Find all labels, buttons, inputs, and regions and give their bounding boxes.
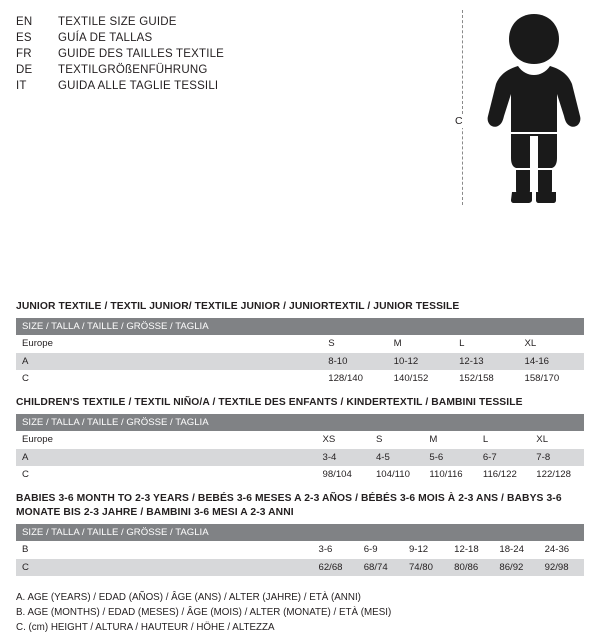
- section-junior: [16, 300, 584, 388]
- cell: 62/68: [313, 559, 358, 577]
- cell: 12-13: [453, 353, 518, 371]
- cell: 3-6: [313, 541, 358, 559]
- table-header-row: [16, 524, 584, 542]
- cell: S: [370, 431, 423, 449]
- cell: 86/92: [493, 559, 538, 577]
- cell: 68/74: [358, 559, 403, 577]
- size-table-junior: [16, 318, 584, 388]
- table-row: [16, 335, 584, 353]
- language-code: DE: [16, 64, 33, 76]
- table-header-label: SIZE / TALLA / TAILLE / GRÖSSE / TAGLIA: [16, 524, 584, 542]
- language-row: [16, 80, 224, 92]
- table-row: [16, 449, 584, 467]
- cell: 6-7: [477, 449, 530, 467]
- cell: 8-10: [322, 353, 387, 371]
- cell: M: [423, 431, 476, 449]
- section-title-children: CHILDREN'S TEXTILE / TEXTIL NIÑO/A / TEXTILE DES ENFANTS / KINDERTEXTIL / BAMBINI TESSILE: [16, 396, 523, 408]
- legend-line-b: B. AGE (MONTHS) / EDAD (MESES) / ÂGE (MOIS) / ALTER (MONATE) / ETÀ (MESI): [16, 607, 392, 619]
- legend-line-a: A. AGE (YEARS) / EDAD (AÑOS) / ÂGE (ANS) / ALTER (JAHRE) / ETÀ (ANNI): [16, 592, 361, 604]
- language-title: GUIDE DES TAILLES TEXTILE: [58, 48, 225, 60]
- table-row: [16, 466, 584, 484]
- language-row: [16, 64, 224, 76]
- language-code: ES: [16, 32, 32, 44]
- cell: 122/128: [530, 466, 584, 484]
- child-figure-diagram: [440, 10, 590, 205]
- cell: XS: [316, 431, 369, 449]
- language-row: [16, 32, 224, 44]
- table-header-label: SIZE / TALLA / TAILLE / GRÖSSE / TAGLIA: [16, 414, 584, 432]
- row-label: C: [16, 370, 322, 388]
- language-code: EN: [16, 16, 33, 28]
- cell: 18-24: [493, 541, 538, 559]
- cell: 80/86: [448, 559, 493, 577]
- cell: 14-16: [518, 353, 584, 371]
- language-row: [16, 16, 224, 28]
- table-header-label: SIZE / TALLA / TAILLE / GRÖSSE / TAGLIA: [16, 318, 584, 336]
- cell: 7-8: [530, 449, 584, 467]
- cell: M: [388, 335, 453, 353]
- size-table-babies: [16, 524, 584, 577]
- language-title: TEXTILGRÖßENFÜHRUNG: [58, 64, 208, 76]
- measurement-guide-line: [462, 10, 463, 205]
- language-title: GUIDA ALLE TAGLIE TESSILI: [58, 80, 219, 92]
- legend: [16, 590, 584, 636]
- cell: 9-12: [403, 541, 448, 559]
- cell: L: [453, 335, 518, 353]
- cell: 92/98: [539, 559, 584, 577]
- measurement-label-c: C: [455, 115, 463, 127]
- cell: XL: [530, 431, 584, 449]
- cell: 110/116: [423, 466, 476, 484]
- row-label: A: [16, 449, 316, 467]
- section-children: [16, 396, 584, 484]
- cell: 5-6: [423, 449, 476, 467]
- row-label: Europe: [16, 431, 316, 449]
- size-table-children: [16, 414, 584, 484]
- language-title-list: [16, 14, 224, 92]
- cell: 12-18: [448, 541, 493, 559]
- cell: 104/110: [370, 466, 423, 484]
- row-label: C: [16, 559, 313, 577]
- language-code: IT: [16, 80, 27, 92]
- language-title: GUÍA DE TALLAS: [58, 32, 153, 44]
- table-header-row: [16, 318, 584, 336]
- cell: 3-4: [316, 449, 369, 467]
- cell: 74/80: [403, 559, 448, 577]
- cell: L: [477, 431, 530, 449]
- child-silhouette-icon: [478, 12, 590, 204]
- section-babies: [16, 492, 584, 576]
- cell: 116/122: [477, 466, 530, 484]
- cell: 152/158: [453, 370, 518, 388]
- language-title: TEXTILE SIZE GUIDE: [58, 16, 177, 28]
- language-row: [16, 48, 224, 60]
- cell: 158/170: [518, 370, 584, 388]
- section-title-babies: BABIES 3-6 MONTH TO 2-3 YEARS / BEBÉS 3-6 MESES A 2-3 AÑOS / BÉBÉS 3-6 MOIS À 2-3 ANS / BABYS 3-6 MONATE BIS 2-3 JAHRE / BAMBINI 3-6 MESI A 2-3 ANNI: [16, 492, 562, 518]
- cell: 24-36: [539, 541, 584, 559]
- cell: 98/104: [316, 466, 369, 484]
- row-label: B: [16, 541, 313, 559]
- table-row: [16, 541, 584, 559]
- section-title-junior: JUNIOR TEXTILE / TEXTIL JUNIOR/ TEXTILE JUNIOR / JUNIORTEXTIL / JUNIOR TESSILE: [16, 301, 460, 312]
- row-label: Europe: [16, 335, 322, 353]
- cell: XL: [518, 335, 584, 353]
- cell: 10-12: [388, 353, 453, 371]
- cell: S: [322, 335, 387, 353]
- language-code: FR: [16, 48, 32, 60]
- table-row: [16, 559, 584, 577]
- row-label: C: [16, 466, 316, 484]
- table-row: [16, 370, 584, 388]
- cell: 128/140: [322, 370, 387, 388]
- cell: 140/152: [388, 370, 453, 388]
- legend-line-c: C. (cm) HEIGHT / ALTURA / HAUTEUR / HÖHE / ALTEZZA: [16, 622, 275, 634]
- cell: 6-9: [358, 541, 403, 559]
- row-label: A: [16, 353, 322, 371]
- cell: 4-5: [370, 449, 423, 467]
- table-header-row: [16, 414, 584, 432]
- table-row: [16, 353, 584, 371]
- table-row: [16, 431, 584, 449]
